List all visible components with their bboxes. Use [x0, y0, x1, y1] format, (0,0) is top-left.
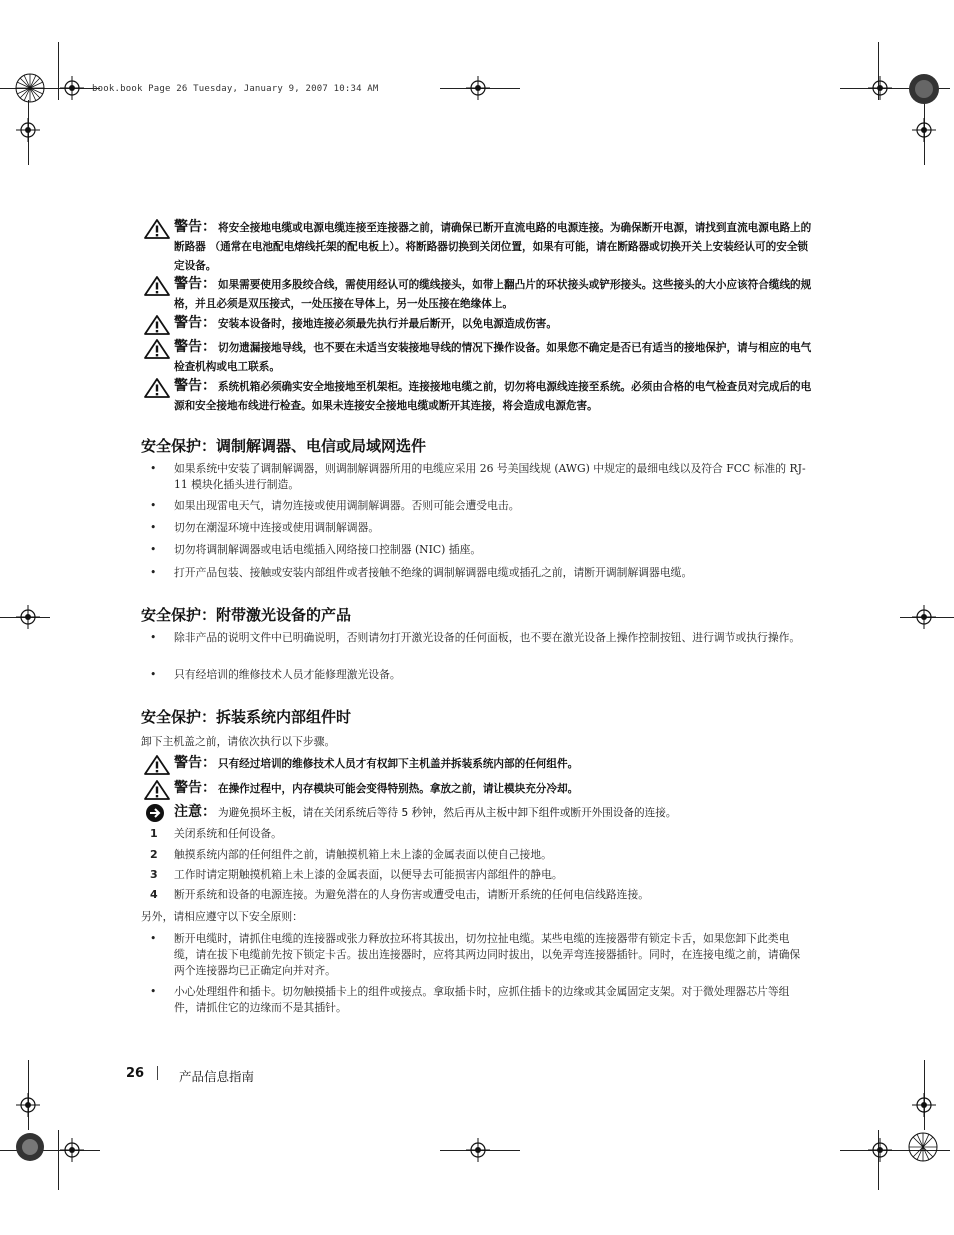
- warning-block: [143, 314, 815, 334]
- registration-mark-icon: [466, 1138, 490, 1162]
- warning-label: 警告：: [174, 219, 216, 235]
- warning-block: [143, 377, 815, 416]
- crop-line: [58, 1130, 59, 1190]
- list-item: • 小心处理组件和插卡。切勿触摸插卡上的组件或接点。拿取插卡时，应抓住插卡的边缘或其金属固定支架。对于微处理器芯片等组件，请抓住它的边缘而不是其插针。: [150, 985, 790, 1014]
- registration-mark-icon: [60, 76, 84, 100]
- warning-label: 警告：: [174, 755, 216, 771]
- section-heading-laser: 安全保护：附带激光设备的产品: [141, 606, 352, 624]
- list-item: • 除非产品的说明文件中已明确说明，否则请勿打开激光设备的任何面板，也不要在激光设备上操作控制按钮、进行调节或执行操作。: [150, 631, 801, 644]
- footer-title: 产品信息指南: [179, 1069, 255, 1084]
- registration-mark-icon: [868, 76, 892, 100]
- warning-text: 在操作过程中，内存模块可能会变得特别热。拿放之前，请让模块充分冷却。: [218, 783, 579, 795]
- list-item: • 切勿在潮湿环境中连接或使用调制解调器。: [150, 521, 380, 534]
- list-item: • 只有经培训的维修技术人员才能修理激光设备。: [150, 668, 401, 681]
- warning-label: 警告：: [174, 339, 216, 355]
- warning-label: 警告：: [174, 780, 216, 796]
- registration-mark-icon: [912, 118, 936, 142]
- warning-triangle-icon: [143, 754, 171, 776]
- warning-block: [143, 218, 815, 276]
- registration-mark-icon: [466, 76, 490, 100]
- warning-text: 将安全接地电缆或电源电缆连接至连接器之前，请确保已断开直流电路的电源连接。为确保断开电源，请找到直流电源电路上的断路器 （通常在电池配电熔线托架的配电板上）。将断路器切换到关闭位置，如果有可能，请在断路器或切换开关上安装经认可的安全锁定设备。: [174, 222, 812, 272]
- starburst-icon: [908, 1132, 938, 1162]
- registration-mark-icon: [60, 1138, 84, 1162]
- step-item: 3 工作时请定期触摸机箱上未上漆的金属表面，以便导去可能损害内部组件的静电。: [150, 868, 563, 881]
- registration-mark-icon: [16, 118, 40, 142]
- warning-text: 系统机箱必须确实安全地接地至机架柜。连接接地电缆之前，切勿将电源线连接至系统。必须由合格的电气检查员对完成后的电源和安全接地布线进行检查。如果未连接安全接地电缆或断开其连接，将会造成电源危害。: [174, 381, 812, 412]
- list-item: • 打开产品包装、接触或安装内部组件或者接触不绝缘的调制解调器电缆或插孔之前，请断开调制解调器电缆。: [150, 566, 693, 579]
- warning-triangle-icon: [143, 377, 171, 399]
- notice-block: [143, 803, 815, 823]
- step-item: 1 关闭系统和任何设备。: [150, 827, 282, 840]
- warning-triangle-icon: [143, 338, 171, 360]
- section-heading-modem: 安全保护：调制解调器、电信或局域网选件: [141, 437, 427, 455]
- warning-block: [143, 338, 815, 377]
- warning-triangle-icon: [143, 314, 171, 336]
- intro-text: 卸下主机盖之前，请依次执行以下步骤。: [141, 735, 336, 748]
- warning-label: 警告：: [174, 276, 216, 292]
- warning-text: 只有经过培训的维修技术人员才有权卸下主机盖并拆装系统内部的任何组件。: [218, 758, 579, 770]
- warning-label: 警告：: [174, 378, 216, 394]
- warning-text: 切勿遗漏接地导线，也不要在未适当安装接地导线的情况下操作设备。如果您不确定是否已有适当的接地保护，请与相应的电气检查机构或电工联系。: [174, 342, 812, 373]
- warning-triangle-icon: [143, 779, 171, 801]
- starburst-icon: [15, 1132, 45, 1162]
- list-item: • 断开电缆时，请抓住电缆的连接器或张力释放拉环将其拔出，切勿拉扯电缆。某些电缆的连接器带有锁定卡舌，如果您卸下此类电缆，请在拔下电缆前先按下锁定卡舌。拔出连接器时，应将其两边同时拔出，以免弄弯连接器插针。同时，在连接电缆之前，请确保两个连接器均已正确定向并对齐。: [150, 932, 801, 977]
- warning-text: 安装本设备时，接地连接必须最先执行并最后断开，以免电源造成伤害。: [218, 318, 557, 330]
- list-item: • 如果系统中安装了调制解调器，则调制解调器所用的电缆应采用 26 号美国线规 (AWG) 中规定的最细电线以及符合 FCC 标准的 RJ-11 模块化插头进行制造。: [150, 462, 806, 491]
- warning-block: [143, 275, 815, 314]
- notice-label: 注意：: [174, 804, 216, 820]
- registration-mark-icon: [868, 1138, 892, 1162]
- starburst-icon: [15, 73, 45, 103]
- warning-block: [143, 754, 815, 774]
- registration-mark-icon: [912, 1093, 936, 1117]
- footer-divider: [157, 1066, 158, 1080]
- warning-label: 警告：: [174, 315, 216, 331]
- starburst-icon: [908, 73, 940, 105]
- warning-text: 如果需要使用多股绞合线，需使用经认可的缆线接头，如带上翻凸片的环状接头或铲形接头。这些接头的大小应该符合缆线的规格，并且必须是双压接式，一处压接在导体上，另一处压接在绝缘体上。: [174, 279, 812, 310]
- print-header: book.book Page 26 Tuesday, January 9, 2007 10:34 AM: [92, 84, 379, 94]
- registration-mark-icon: [912, 605, 936, 629]
- also-text: 另外，请相应遵守以下安全原则：: [141, 910, 303, 923]
- warning-triangle-icon: [143, 275, 171, 297]
- crop-line: [58, 42, 59, 100]
- step-item: 2 触摸系统内部的任何组件之前，请触摸机箱上未上漆的金属表面以使自己接地。: [150, 848, 552, 861]
- registration-mark-icon: [16, 1093, 40, 1117]
- list-item: • 切勿将调制解调器或电话电缆插入网络接口控制器 (NIC) 插座。: [150, 543, 482, 556]
- notice-text: 为避免损坏主板，请在关闭系统后等待 5 秒钟，然后再从主板中卸下组件或断开外围设备的连接。: [218, 807, 677, 819]
- page-number: 26: [126, 1066, 145, 1081]
- registration-mark-icon: [16, 605, 40, 629]
- warning-block: [143, 779, 815, 799]
- step-item: 4 断开系统和设备的电源连接。为避免潜在的人身伤害或遭受电击，请断开系统的任何电信线路连接。: [150, 888, 650, 901]
- notice-icon: [143, 803, 171, 825]
- section-heading-internal: 安全保护：拆装系统内部组件时: [141, 708, 352, 726]
- list-item: • 如果出现雷电天气，请勿连接或使用调制解调器。否则可能会遭受电击。: [150, 499, 520, 512]
- warning-triangle-icon: [143, 218, 171, 240]
